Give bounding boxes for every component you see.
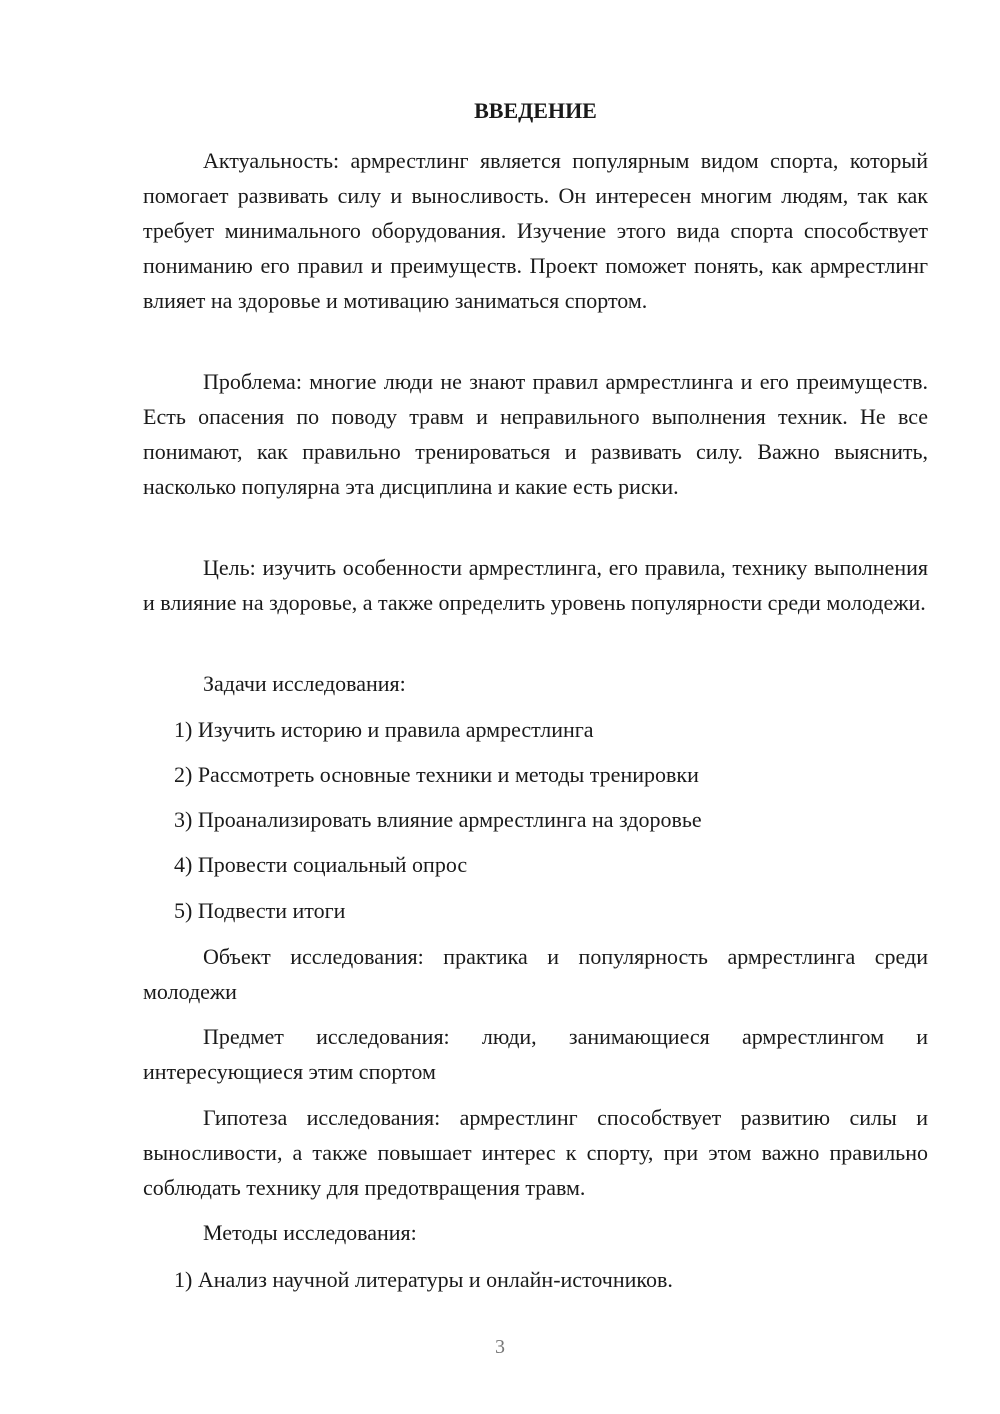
task-item: 3) Проанализировать влияние армрестлинга на здоровье xyxy=(174,807,702,832)
subject-paragraph: Предмет исследования: люди, занимающиеся армрестлингом и интересующиеся этим спортом xyxy=(143,1024,928,1084)
object-paragraph: Объект исследования: практика и популярность армрестлинга среди молодежи xyxy=(143,944,928,1004)
task-item: 5) Подвести итоги xyxy=(174,898,346,923)
problem-paragraph: Проблема: многие люди не знают правил армрестлинга и его преимуществ. Есть опасения по поводу травм и неправильного выполнения техник. Не все понимают, как правильно тренироваться и развивать силу. Важно выяснить, насколько популярна эта дисциплина и какие есть риски. xyxy=(143,369,928,499)
page-title: ВВЕДЕНИЕ xyxy=(474,98,597,123)
page-number: 3 xyxy=(495,1336,505,1358)
relevance-paragraph: Актуальность: армрестлинг является популярным видом спорта, который помогает развивать силу и выносливость. Он интересен многим людям, так как требует минимального оборудования. Изучение этого вида спорта способствует пониманию его правил и преимуществ. Проект поможет понять, как армрестлинг влияет на здоровье и мотивацию заниматься спортом. xyxy=(143,148,928,313)
task-item: 4) Провести социальный опрос xyxy=(174,852,468,877)
task-item: 1) Изучить историю и правила армрестлинга xyxy=(174,717,594,742)
goal-paragraph: Цель: изучить особенности армрестлинга, его правила, технику выполнения и влияние на здоровье, а также определить уровень популярности среди молодежи. xyxy=(143,555,928,615)
task-item: 2) Рассмотреть основные техники и методы тренировки xyxy=(174,762,699,787)
tasks-heading: Задачи исследования: xyxy=(203,671,406,696)
method-item: 1) Анализ научной литературы и онлайн-источников. xyxy=(174,1267,673,1292)
methods-heading: Методы исследования: xyxy=(203,1220,417,1245)
hypothesis-paragraph: Гипотеза исследования: армрестлинг способствует развитию силы и выносливости, а также повышает интерес к спорту, при этом важно правильно соблюдать технику для предотвращения травм. xyxy=(143,1105,928,1200)
